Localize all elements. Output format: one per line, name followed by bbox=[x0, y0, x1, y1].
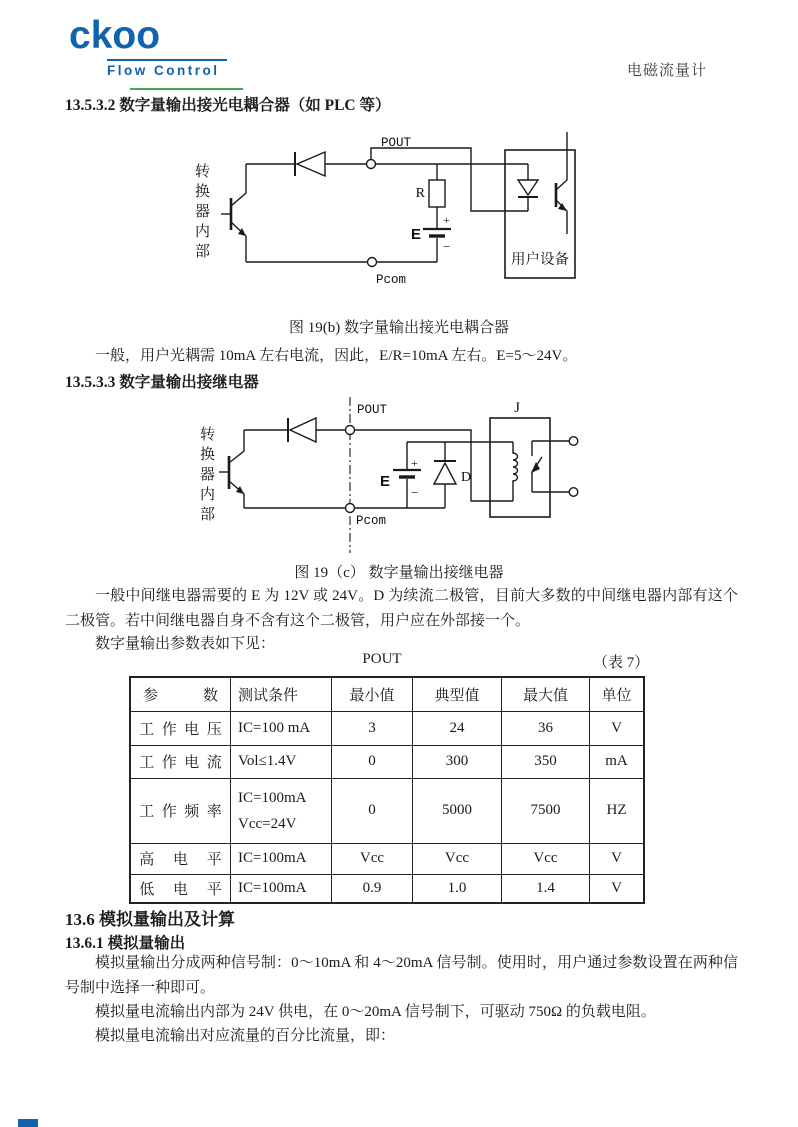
table-cell: 工 作 频 率 bbox=[130, 778, 231, 843]
series-diode-symbol bbox=[244, 418, 345, 442]
section-heading-13533: 13.5.3.3 数字量输出接继电器 bbox=[65, 374, 259, 391]
table-cell: Vcc bbox=[332, 843, 413, 874]
column-header-unit: 单位 bbox=[590, 677, 645, 711]
minus-label: − bbox=[443, 239, 451, 254]
logo-green-line bbox=[130, 88, 243, 90]
pout-terminal bbox=[346, 426, 355, 435]
figure-19c-caption: 图 19（c） 数字量输出接继电器 bbox=[294, 565, 504, 581]
pcom-terminal bbox=[346, 504, 355, 513]
logo-tagline: Flow Control bbox=[107, 63, 220, 78]
table-row bbox=[130, 745, 644, 778]
table-cell: 0 bbox=[332, 745, 413, 778]
table-row bbox=[130, 711, 644, 745]
user-device-label: 用户设备 bbox=[511, 252, 569, 268]
table-cell: IC=100 mA bbox=[231, 711, 332, 745]
pcom-label: Pcom bbox=[376, 273, 407, 287]
header-product-name: 电磁流量计 bbox=[627, 63, 708, 79]
diode-d-label: D bbox=[461, 470, 472, 485]
table-cell: 36 bbox=[502, 711, 590, 745]
relay-box bbox=[490, 418, 550, 517]
table-cell: 1.0 bbox=[413, 874, 502, 903]
table-cell: 24 bbox=[413, 711, 502, 745]
series-diode-symbol bbox=[246, 152, 366, 176]
plus-label: + bbox=[411, 456, 418, 470]
table-cell: Vcc bbox=[413, 843, 502, 874]
column-header-min: 最小值 bbox=[332, 677, 413, 711]
switch-arrow bbox=[531, 462, 540, 473]
table7-parameters bbox=[129, 676, 645, 904]
contact-terminal-top bbox=[569, 437, 578, 446]
column-header-cond: 测试条件 bbox=[231, 677, 332, 711]
table-cell: HZ bbox=[590, 778, 645, 843]
paragraph-analog-1: 模拟量输出分成两种信号制：0～10mA 和 4～20mA 信号制。使用时，用户通过参数设置在两种信号制中选择一种即可。 bbox=[65, 955, 738, 996]
table-cell: 5000 bbox=[413, 778, 502, 843]
table-cell: Vol≤1.4V bbox=[231, 745, 332, 778]
table-cell: 3 bbox=[332, 711, 413, 745]
flyback-diode-d bbox=[434, 442, 456, 508]
condition-line-2: Vcc=24V bbox=[238, 815, 297, 832]
npn-transistor-symbol bbox=[221, 164, 246, 262]
minus-label: − bbox=[411, 485, 419, 500]
optocoupler-led bbox=[518, 164, 538, 211]
section-heading-13532: 13.5.3.2 数字量输出接光电耦合器（如 PLC 等） bbox=[65, 97, 391, 114]
wire-pout-to-coil-bottom bbox=[354, 430, 513, 501]
table-cell: 工 作 电 流 bbox=[130, 745, 231, 778]
figure-19b-caption: 图 19(b) 数字量输出接光电耦合器 bbox=[289, 320, 509, 336]
pout-label: POUT bbox=[357, 403, 388, 417]
table-cell: 0 bbox=[332, 778, 413, 843]
page-corner-mark bbox=[18, 1119, 38, 1127]
table-row bbox=[130, 778, 644, 843]
table-cell: 低 电 平 bbox=[130, 874, 231, 903]
table-cell: 0.9 bbox=[332, 874, 413, 903]
figure-19c-diagram bbox=[150, 395, 600, 560]
npn-transistor-symbol bbox=[219, 430, 244, 508]
paragraph-after-19b: 一般，用户光耦需 10mA 左右电流，因此，E/R=10mA 左右。E=5～24V。 bbox=[95, 348, 578, 364]
table-row bbox=[130, 843, 644, 874]
pout-terminal bbox=[367, 160, 376, 169]
table-cell: V bbox=[590, 843, 645, 874]
contact-terminal-bottom bbox=[569, 488, 578, 497]
table-cell: 1.4 bbox=[502, 874, 590, 903]
table-cell: Vcc bbox=[502, 843, 590, 874]
paragraph-after-19c: 一般中间继电器需要的 E 为 12V 或 24V。D 为续流二极管，目前大多数的中间继电器内部有这个二极管。若中间继电器自身不含有这个二极管，用户应在外部接一个。 bbox=[65, 588, 738, 629]
plus-label: + bbox=[443, 213, 450, 227]
converter-inner-label-19b: 转换器内部 bbox=[193, 163, 209, 263]
section-heading-136: 13.6 模拟量输出及计算 bbox=[65, 910, 235, 929]
column-header-param: 参 数 bbox=[130, 677, 231, 711]
paragraph-analog-2: 模拟量电流输出内部为 24V 供电，在 0～20mA 信号制下，可驱动 750Ω 的负载电阻。 bbox=[95, 1004, 656, 1020]
table7-tag: （表 7） bbox=[593, 655, 650, 671]
relay-j-label: J bbox=[514, 400, 520, 416]
pcom-label: Pcom bbox=[356, 514, 387, 528]
table-cell: V bbox=[590, 711, 645, 745]
paragraph-table-intro: 数字量输出参数表如下见： bbox=[95, 636, 276, 652]
logo-underline bbox=[107, 59, 227, 61]
pout-label: POUT bbox=[381, 136, 412, 150]
table-row bbox=[130, 874, 644, 903]
table-cell: IC=100mA bbox=[231, 874, 332, 903]
section-heading-1361: 13.6.1 模拟量输出 bbox=[65, 935, 186, 952]
table-cell: IC=100mA bbox=[231, 843, 332, 874]
pcom-terminal bbox=[368, 258, 377, 267]
table-cell: mA bbox=[590, 745, 645, 778]
table-cell: 300 bbox=[413, 745, 502, 778]
battery-label: E bbox=[410, 226, 421, 243]
table-cell: 高 电 平 bbox=[130, 843, 231, 874]
table-cell: V bbox=[590, 874, 645, 903]
resistor-label: R bbox=[415, 186, 425, 201]
table-cell: 工 作 电 压 bbox=[130, 711, 231, 745]
battery-label: E bbox=[379, 473, 390, 490]
condition-line-1: IC=100mA bbox=[238, 789, 307, 806]
resistor-r bbox=[429, 180, 445, 207]
table-cell: 7500 bbox=[502, 778, 590, 843]
converter-inner-label-19c: 转换器内部 bbox=[198, 426, 214, 526]
table-header-row bbox=[130, 677, 644, 711]
table7-title: POUT bbox=[362, 651, 402, 667]
column-header-max: 最大值 bbox=[502, 677, 590, 711]
table-cell bbox=[231, 778, 332, 843]
table-cell: 350 bbox=[502, 745, 590, 778]
figure-19b-diagram bbox=[140, 125, 610, 310]
column-header-typ: 典型值 bbox=[413, 677, 502, 711]
relay-coil bbox=[513, 442, 518, 501]
optocoupler-phototransistor bbox=[556, 132, 567, 234]
paragraph-analog-3: 模拟量电流输出对应流量的百分比流量，即： bbox=[95, 1028, 396, 1044]
brand-logo: ckoo bbox=[69, 14, 161, 57]
